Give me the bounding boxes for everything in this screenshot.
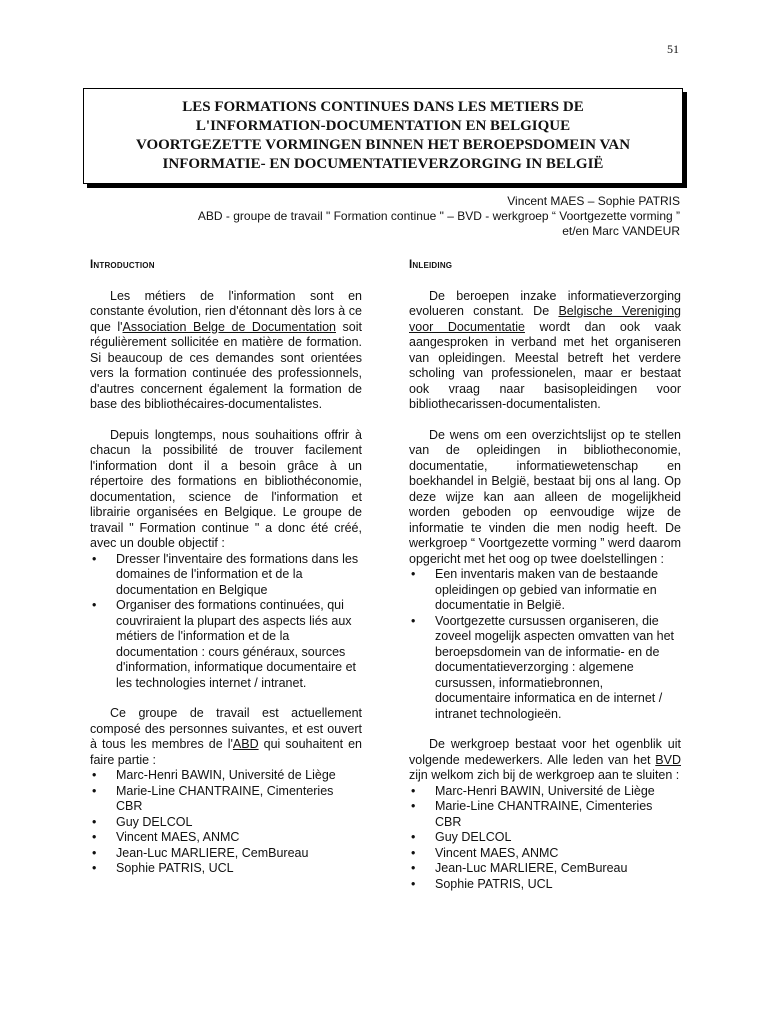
section-heading: Introduction	[90, 259, 155, 271]
list-item: • Een inventaris maken van de bestaande opleidingen op gebied van informatie en documentatie in België.	[409, 567, 681, 614]
abd-abbr-link[interactable]: ABD	[232, 737, 259, 751]
paragraph: De wens om een overzichtslijst op te stellen van de opleidingen in bibliotheconomie, documentatie, informatiewetenschap en boekhandel in België, bestaat bij ons al lang. Op deze wijze kan aan alleen de mogelijkheid worden geboden op eenvoudige wijze de informatie te vinden die men nodig heeft. De werkgroep “ Voortgezette vorming ” werd daarom opgericht met het oog op twee doelstellingen :	[409, 427, 681, 566]
list-item: • Dresser l'inventaire des formations dans les domaines de l'information et de la documentation en Belgique	[90, 552, 362, 599]
list-item: • Jean-Luc MARLIERE, CemBureau	[409, 861, 681, 877]
abd-link[interactable]: Association Belge de Documentation	[122, 319, 336, 334]
paragraph	[90, 706, 362, 768]
objectives-list	[409, 567, 681, 722]
page-number: 51	[667, 42, 679, 56]
author-affiliation-continued: et/en Marc VANDEUR	[562, 224, 680, 238]
text-run: zijn welkom zich bij de werkgroep aan te sluiten :	[409, 768, 680, 782]
list-item: • Sophie PATRIS, UCL	[409, 877, 681, 893]
list-item: • Organiser des formations continuées, qui couvriraient la plupart des aspects liés aux métiers de l'information et de la documentation : cours généraux, sources d'information, informatique documentaire et les technologies internet / intranet.	[90, 598, 362, 691]
list-item: • Marie-Line CHANTRAINE, Cimenteries CBR	[409, 799, 681, 830]
list-item: • Vincent MAES, ANMC	[90, 830, 362, 846]
objectives-list	[90, 552, 362, 692]
french-column	[90, 254, 362, 892]
title-line: VOORTGEZETTE VORMINGEN BINNEN HET BEROEPSDOMEIN VAN	[135, 137, 631, 153]
list-item: • Marc-Henri BAWIN, Université de Liège	[409, 784, 681, 800]
paragraph	[409, 737, 681, 784]
text-run: wordt dan ook vaak aangesproken in verband met het organiseren van opleidingen. Meestal betreft het verdere scholing van professionelen, maar er bestaat ook vraag naar basisopleidingen voor bibliothecarissen-documentalisten.	[409, 319, 682, 411]
bvd-abbr-link[interactable]: BVD	[655, 752, 681, 767]
paragraph: Depuis longtemps, nous souhaitions offrir à chacun la possibilité de trouver facilement l'information dont il a besoin grâce à un répertoire des formations en bibliothéconomie, documentation, science de l'information et librairie organisées en Belgique. Le groupe de travail " Formation continue " a donc été créé, avec un double objectif :	[90, 427, 362, 550]
title-box	[83, 88, 683, 184]
list-item: • Marie-Line CHANTRAINE, Cimenteries CBR	[90, 784, 362, 815]
list-item: • Vincent MAES, ANMC	[409, 846, 681, 862]
text-run: De beroepen inzake informatieverzorging evolueren constant. De	[409, 288, 681, 318]
title-line: LES FORMATIONS CONTINUES DANS LES METIERS DE	[182, 99, 584, 115]
dutch-column	[409, 254, 681, 907]
author-block	[120, 194, 680, 239]
text-run: soit régulièrement sollicitée en matière de formation. Si beaucoup de ces demandes sont orientées vers la formation continuée des professionnels, d'autres concernent également la formation de base des bibliothécaires-documentalistes.	[90, 319, 362, 411]
list-item: • Sophie PATRIS, UCL	[90, 861, 362, 877]
text-run: Ce groupe de travail est actuellement composé des personnes suivantes, et est ouvert à tous les membres de l'	[90, 706, 362, 751]
list-item: • Guy DELCOL	[90, 815, 362, 831]
title-line: L'INFORMATION-DOCUMENTATION EN BELGIQUE	[195, 118, 571, 134]
members-list	[90, 768, 362, 877]
list-item: • Marc-Henri BAWIN, Université de Liège	[90, 768, 362, 784]
bvd-link[interactable]: Belgische Vereniging voor Documentatie	[409, 304, 682, 334]
text-run: Les métiers de l'information sont en constante évolution, rien d'étonnant dès lors à ce que l'	[90, 288, 362, 334]
text-run: qui souhaitent en faire partie :	[90, 737, 362, 767]
list-item: • Voortgezette cursussen organiseren, die zoveel mogelijk aspecten omvatten van het beroepsdomein van de informatie- en de documentatieverzorging : algemene cursussen, informatiebronnen, documentaire informatica en de internet / intranet technologieën.	[409, 614, 681, 723]
author-names: Vincent MAES – Sophie PATRIS	[507, 194, 680, 208]
author-affiliation: ABD - groupe de travail " Formation continue " – BVD - werkgroep “ Voortgezette vorming ”	[197, 209, 680, 223]
section-heading: Inleiding	[409, 259, 453, 271]
title-line: INFORMATIE- EN DOCUMENTATIEVERZORGING IN BELGIË	[162, 156, 604, 172]
text-run: De werkgroep bestaat voor het ogenblik uit volgende medewerkers. Alle leden van het	[409, 737, 681, 767]
paragraph	[90, 289, 362, 413]
list-item: • Jean-Luc MARLIERE, CemBureau	[90, 846, 362, 862]
members-list	[409, 784, 681, 893]
paragraph	[409, 289, 681, 413]
list-item: • Guy DELCOL	[409, 830, 681, 846]
